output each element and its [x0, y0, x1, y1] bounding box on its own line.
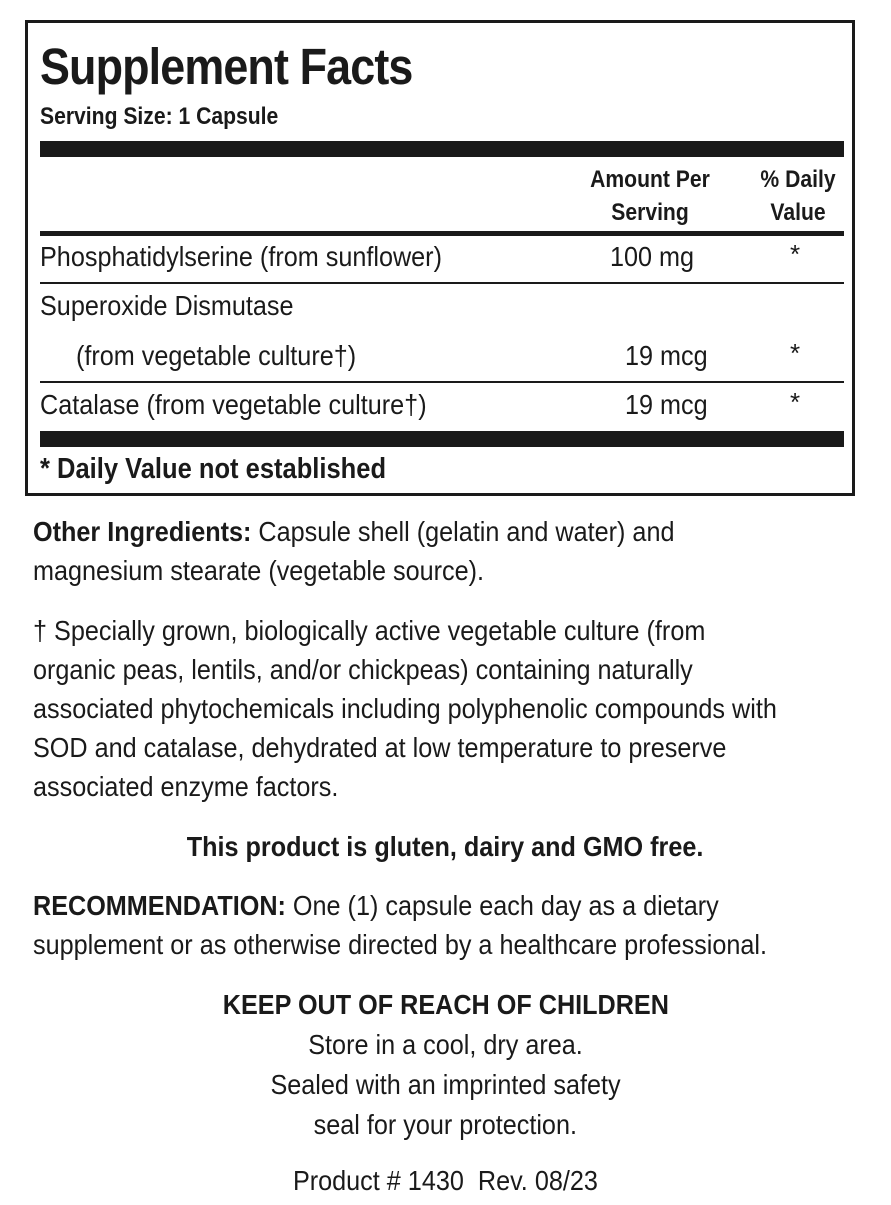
seal-note-line1: Sealed with an imprinted safety [270, 1069, 621, 1100]
nutrient-amount: 19 mcg [625, 389, 708, 420]
nutrient-name-line2: (from vegetable culture†) [76, 340, 357, 371]
nutrient-dv: * [790, 387, 801, 417]
seal-note-line2: seal for your protection. [313, 1109, 578, 1140]
supplement-facts-panel [25, 20, 855, 496]
note-line: † Specially grown, biologically active vegetable culture (from [33, 615, 706, 646]
other-ingredients-lead: Other Ingredients: [33, 516, 252, 547]
row-divider [40, 381, 844, 383]
recommendation-text-line2: supplement or as otherwise directed by a healthcare professional. [33, 929, 768, 960]
amount-header-line1: Amount Per [590, 166, 710, 193]
vegetable-culture-note [33, 611, 798, 806]
amount-header-line2: Serving [611, 199, 689, 226]
panel-title: Supplement Facts [40, 38, 413, 95]
note-line: associated phytochemicals including polyphenolic compounds with [33, 693, 777, 724]
recommendation [33, 886, 798, 964]
divider-thick-top [40, 141, 844, 157]
nutrient-dv: * [790, 239, 801, 269]
storage-instruction: Store in a cool, dry area. [308, 1029, 583, 1060]
row-divider [40, 282, 844, 284]
dv-header-line1: % Daily [760, 166, 836, 193]
note-line: SOD and catalase, dehydrated at low temperature to preserve [33, 732, 727, 763]
nutrient-dv: * [790, 338, 801, 368]
warning-heading: KEEP OUT OF REACH OF CHILDREN [222, 989, 669, 1020]
note-line: organic peas, lentils, and/or chickpeas) containing naturally [33, 654, 693, 685]
recommendation-lead: RECOMMENDATION: [33, 890, 286, 921]
divider-thick-bottom [40, 431, 844, 447]
serving-size: Serving Size: 1 Capsule [40, 103, 279, 130]
other-ingredients-text-line1: Capsule shell (gelatin and water) and [251, 516, 675, 547]
other-ingredients [33, 512, 798, 590]
nutrient-name: Phosphatidylserine (from sunflower) [40, 241, 442, 272]
nutrient-name: Superoxide Dismutase [40, 290, 294, 321]
nutrient-name: Catalase (from vegetable culture†) [40, 389, 427, 420]
divider-header [40, 231, 844, 236]
dv-header-line2: Value [770, 199, 826, 226]
allergen-free-statement: This product is gluten, dairy and GMO free. [187, 831, 704, 862]
note-line: associated enzyme factors. [33, 771, 339, 802]
other-ingredients-text-line2: magnesium stearate (vegetable source). [33, 555, 485, 586]
nutrient-amount: 19 mcg [625, 340, 708, 371]
recommendation-text-line1: One (1) capsule each day as a dietary [285, 890, 719, 921]
amount-per-serving-header [588, 163, 711, 229]
product-number: Product # 1430 Rev. 08/23 [293, 1165, 598, 1196]
daily-value-footnote: * Daily Value not established [40, 453, 387, 485]
nutrient-amount: 100 mg [610, 241, 695, 272]
daily-value-header [754, 163, 842, 229]
